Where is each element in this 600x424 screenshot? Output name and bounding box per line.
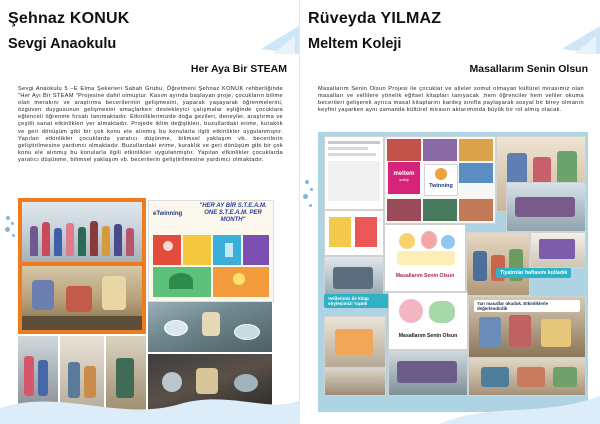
- story-drawings: [324, 210, 384, 256]
- article-body: Sevgi Anaokulu 5 –E Elma Şekerleri Sabah Grubu, Öğretmeni Şehnaz KONUK rehberliğinde "Her Ayı Bir STEAM "Projesine dahil olmuştur. Kasım ayında başlayan proje, çocukların bilime olan merakını ve araştırma becerilerinin gelişmesini, yaparak yaşayarak öğrenmelerini, özgüven duygusunun gelişmesini amaçlarken destekleyici çalışmalar eşliğinde çocuklara eğlenceli öğrenme fırsatı tanımaktadır. Etkinliklerimizde doğa gezileri, deneyler, araştırma ve çeşitli sanat etkinlikleri yer almaktadır. Projede iklim değişikleri, buzullardaki erime, kuraklık ve geri dönüşüm gibi bir çok konu ele alınmış bu konularla ilgili etkinlikler uygulanmıştır. Yapılan etkinlikler çocuklarda yaratıcı düşünme, bilimsel yaklaşım vb. becerilerin geliştirilmesine yardımcı olmaktadır. Buzullardaki erime, kuraklık ve geri dönüşüm gibi bir çok konu ele alınmış bu konularla ilgili etkinlikler uygulanmıştır. Yapılan etkinlikler çocuklarda yaratıcı düşünme, bilimsel yaklaşım vb. becerilerin geliştirilmesine yardımcı olmaktadır.: [18, 86, 283, 163]
- bottom-wave-decoration: [300, 388, 600, 424]
- etwinning-logo: eTwinning: [153, 211, 183, 217]
- dot-decoration: [302, 180, 316, 220]
- masal-poster: [388, 292, 468, 350]
- book-photo: [530, 232, 586, 268]
- author-name: Şehnaz KONUK: [8, 10, 130, 27]
- dot-decoration: [4, 216, 18, 246]
- poster-text: "HER AY BİR S.T.E.A.M. ONE S.T.E.A.M. PER MONTH": [199, 203, 267, 223]
- project-poster: [384, 224, 466, 292]
- corner-decoration-small: [273, 36, 295, 54]
- class-photo: [22, 202, 142, 262]
- school-name: Meltem Koleji: [308, 36, 402, 52]
- kids-drawing-photo: [324, 316, 386, 368]
- twinning-logo-text: Twinning: [429, 183, 453, 189]
- theatre-week-label: Tiyatrolar haftasını kutladık: [496, 268, 571, 278]
- read-tales-label: Yarı masallar okuduk. Etkinliklerle değerlendirdik: [474, 300, 580, 312]
- steam-poster: [148, 200, 274, 302]
- classroom-photo: [466, 232, 530, 296]
- article-body: Masallarım Senin Olsun Projesi ile çocuklar ve aileler somut olmayan kültürel mirasımız olan masalları ve vellilere yönelik eğitsel kitapları tanıyacak ;hem öğrenciler hem veliler okuma becerileri gelişerek ayrıca masal kitaplarını kardeş sınıfla paylaşarak sosyal bir birey olmanın keyfini yaşarken aynı zamanda kültürel mirasın aktarımında büyük bir rol almış olacak.: [318, 86, 584, 114]
- experiment-photo: [148, 302, 272, 352]
- parents-photo: [324, 256, 384, 298]
- meltem-logo-subtext: koleji: [399, 177, 409, 182]
- meltem-logo-text: meltem: [393, 171, 415, 177]
- collage-board: [324, 136, 586, 398]
- author-name: Rüveyda YILMAZ: [308, 10, 442, 27]
- screenshot-card: [324, 136, 384, 210]
- corner-decoration-small: [574, 36, 596, 54]
- group-photo: [506, 182, 586, 232]
- project-title: Masallarım Senin Olsun: [469, 63, 588, 75]
- poster-caption: Masallarım Senin Olsun: [395, 273, 455, 279]
- activity-photo: [22, 266, 142, 330]
- twinning-badge: [424, 164, 458, 196]
- school-name: Sevgi Anaokulu: [8, 36, 117, 52]
- meltem-logo: [388, 162, 420, 194]
- bottom-wave-decoration: [0, 378, 300, 424]
- right-page: [300, 0, 600, 424]
- parents-talk-label: Velilerimiz ile kitap söyleşimizi Yaptık: [324, 294, 394, 308]
- photo-collage: [318, 132, 588, 412]
- masal-caption: Masallarım Senin Olsun: [398, 333, 458, 339]
- project-title: Her Aya Bir STEAM: [190, 63, 287, 75]
